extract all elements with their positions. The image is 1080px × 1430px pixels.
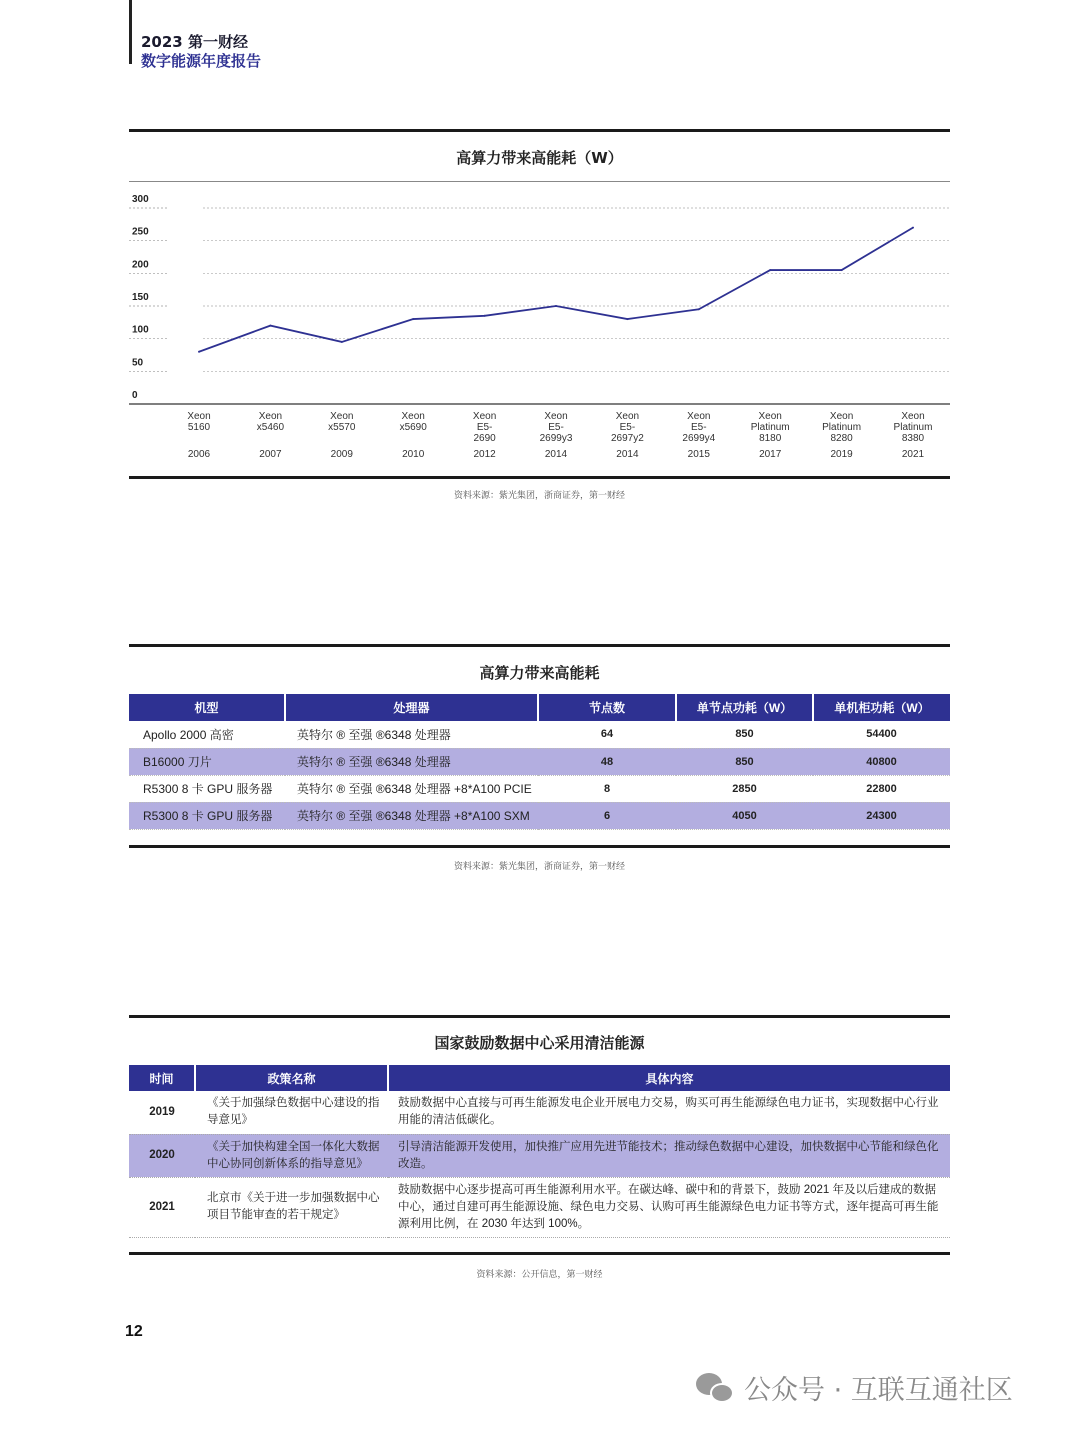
x-tick-label: Xeon — [758, 411, 782, 422]
data-point — [412, 318, 414, 320]
col-header-policy: 政策名称 — [195, 1065, 388, 1091]
x-tick-label: Xeon — [401, 411, 425, 422]
chart-title: 高算力带来高能耗（W） — [456, 149, 623, 167]
table-row — [129, 1177, 950, 1237]
x-tick-label: 2690 — [473, 433, 496, 444]
x-tick-label: 2699y4 — [682, 433, 716, 444]
table-header-row — [129, 1065, 950, 1091]
cell-year: 2019 — [129, 1091, 195, 1134]
cell-content: 引导清洁能源开发使用，加快推广应用先进节能技术；推动绿色数据中心建设，加快数据中心节能和绿色化改造。 — [388, 1134, 950, 1177]
cell-nodes: 8 — [538, 775, 676, 802]
power-consumption-line-chart — [129, 190, 950, 475]
x-tick-label: Xeon — [901, 411, 925, 422]
header-accent-bar — [129, 0, 132, 64]
cell-node-power: 850 — [676, 748, 813, 775]
cell-node-power: 850 — [676, 721, 813, 748]
col-header-model: 机型 — [129, 694, 285, 721]
cell-content: 鼓励数据中心直接与可再生能源发电企业开展电力交易，购买可再生能源绿色电力证书，实现数据中心行业用能的清洁低碳化。 — [388, 1091, 950, 1134]
x-tick-label: 5160 — [187, 422, 211, 433]
cell-year: 2021 — [129, 1177, 195, 1237]
data-point — [198, 351, 200, 353]
cell-rack-power: 54400 — [813, 721, 950, 748]
cell-cpu: 英特尔 ® 至强 ®6348 处理器 — [285, 748, 538, 775]
x-year-label: 2012 — [473, 449, 496, 460]
col-header-year: 时间 — [129, 1065, 195, 1091]
cell-policy: 《关于加快构建全国一体化大数据中心协同创新体系的指导意见》 — [195, 1134, 388, 1177]
data-point — [626, 318, 628, 320]
x-year-label: 2015 — [687, 449, 710, 460]
cell-rack-power: 22800 — [813, 775, 950, 802]
page-number: 12 — [125, 1323, 143, 1340]
table-row — [129, 802, 950, 829]
data-point — [698, 308, 700, 310]
col-header-nodes: 节点数 — [538, 694, 676, 721]
x-tick-label: 8380 — [901, 433, 925, 444]
chart-top-rule — [129, 129, 950, 132]
table-row — [129, 1091, 950, 1134]
table-header-row — [129, 694, 950, 721]
cell-model: R5300 8 卡 GPU 服务器 — [129, 775, 285, 802]
data-point — [841, 269, 843, 271]
table2-source: 资料来源：公开信息，第一财经 — [476, 1270, 603, 1280]
chart-bottom-rule — [129, 476, 950, 479]
cell-model: Apollo 2000 高密 — [129, 721, 285, 748]
y-tick-label: 150 — [132, 292, 149, 303]
col-header-content: 具体内容 — [388, 1065, 950, 1091]
x-year-label: 2017 — [759, 449, 782, 460]
table-row — [129, 748, 950, 775]
chart-source: 资料来源：紫光集团，浙商证券，第一财经 — [453, 491, 625, 501]
cell-cpu: 英特尔 ® 至强 ®6348 处理器 +8*A100 PCIE — [285, 775, 538, 802]
cell-model: R5300 8 卡 GPU 服务器 — [129, 802, 285, 829]
x-tick-label: 2697y2 — [610, 433, 644, 444]
data-point — [341, 341, 343, 343]
y-tick-label: 50 — [132, 357, 144, 369]
col-header-rack-power: 单机柜功耗（W） — [813, 694, 950, 721]
x-tick-label: 2699y3 — [539, 433, 573, 444]
policy-table — [129, 1065, 950, 1238]
cell-rack-power: 24300 — [813, 802, 950, 829]
x-tick-label: x5460 — [256, 422, 285, 433]
x-tick-label: Xeon — [187, 411, 211, 422]
cell-policy: 《关于加强绿色数据中心建设的指导意见》 — [195, 1091, 388, 1134]
cell-cpu: 英特尔 ® 至强 ®6348 处理器 — [285, 721, 538, 748]
x-tick-label: E5- — [548, 422, 564, 433]
table-row — [129, 1134, 950, 1177]
watermark-text: 公众号 · 互联互通社区 — [744, 1375, 1013, 1406]
table2-bottom-rule — [129, 1252, 950, 1255]
wechat-icon — [696, 1371, 736, 1405]
x-tick-label: Platinum — [822, 422, 862, 433]
cell-policy: 北京市《关于进一步加强数据中心项目节能审查的若干规定》 — [195, 1177, 388, 1237]
cell-model: B16000 刀片 — [129, 748, 285, 775]
table1-title: 高算力带来高能耗 — [479, 664, 600, 682]
y-tick-label: 0 — [132, 390, 138, 401]
cell-node-power: 2850 — [676, 775, 813, 802]
x-year-label: 2014 — [544, 449, 568, 460]
x-tick-label: Xeon — [330, 411, 354, 422]
watermark — [696, 1368, 1013, 1407]
cell-nodes: 6 — [538, 802, 676, 829]
x-tick-label: E5- — [691, 422, 707, 433]
col-header-node-power: 单节点功耗（W） — [676, 694, 813, 721]
x-tick-label: 8180 — [759, 433, 782, 444]
table-row — [129, 775, 950, 802]
x-tick-label: E5- — [619, 422, 636, 433]
x-tick-label: Platinum — [893, 422, 933, 433]
x-tick-label: E5- — [476, 422, 493, 433]
power-table — [129, 694, 950, 830]
x-tick-label: Xeon — [615, 411, 640, 422]
table1-source: 资料来源：紫光集团，浙商证券，第一财经 — [453, 862, 625, 872]
series-line — [199, 228, 913, 352]
y-tick-label: 300 — [132, 194, 149, 205]
x-tick-label: Xeon — [472, 411, 497, 422]
table1-bottom-rule — [129, 845, 950, 848]
x-year-label: 2014 — [616, 449, 639, 460]
data-point — [769, 269, 771, 271]
cell-rack-power: 40800 — [813, 748, 950, 775]
x-tick-label: Xeon — [544, 411, 568, 422]
y-tick-label: 100 — [132, 324, 149, 336]
col-header-cpu: 处理器 — [285, 694, 538, 721]
data-point — [912, 227, 914, 229]
x-tick-label: Platinum — [750, 422, 790, 433]
cell-year: 2020 — [129, 1134, 195, 1177]
x-year-label: 2021 — [901, 449, 925, 460]
table2-top-rule — [129, 1015, 950, 1018]
x-year-label: 2006 — [187, 449, 211, 460]
table1-top-rule — [129, 644, 950, 647]
table2-title: 国家鼓励数据中心采用清洁能源 — [434, 1034, 645, 1052]
cell-cpu: 英特尔 ® 至强 ®6348 处理器 +8*A100 SXM — [285, 802, 538, 829]
x-tick-label: Xeon — [687, 411, 711, 422]
data-point — [269, 325, 271, 327]
report-name-title: 数字能源年度报告 — [141, 52, 262, 70]
y-tick-label: 250 — [132, 226, 149, 238]
y-tick-label: 200 — [132, 259, 149, 271]
cell-node-power: 4050 — [676, 802, 813, 829]
x-tick-label: x5570 — [328, 422, 356, 433]
chart-title-rule — [129, 181, 950, 182]
cell-nodes: 48 — [538, 748, 676, 775]
data-point — [484, 315, 486, 317]
x-tick-label: 8280 — [830, 433, 853, 444]
cell-nodes: 64 — [538, 721, 676, 748]
table-row — [129, 721, 950, 748]
x-year-label: 2007 — [259, 449, 282, 460]
x-tick-label: x5690 — [399, 422, 427, 433]
x-year-label: 2010 — [402, 449, 425, 460]
x-tick-label: Xeon — [258, 411, 283, 422]
x-year-label: 2019 — [830, 449, 853, 460]
x-tick-label: Xeon — [829, 411, 854, 422]
x-year-label: 2009 — [330, 449, 353, 460]
data-point — [555, 305, 557, 307]
report-year-title: 2023 第一财经 — [141, 33, 248, 51]
cell-content: 鼓励数据中心逐步提高可再生能源利用水平。在碳达峰、碳中和的背景下，鼓励 2021 年及以后建成的数据中心，通过自建可再生能源设施、绿色电力交易、认购可再生能源绿色电力证书等方式，逐年提高可再生能源利用比例，在 2030 年达到 100%。 — [388, 1177, 950, 1237]
